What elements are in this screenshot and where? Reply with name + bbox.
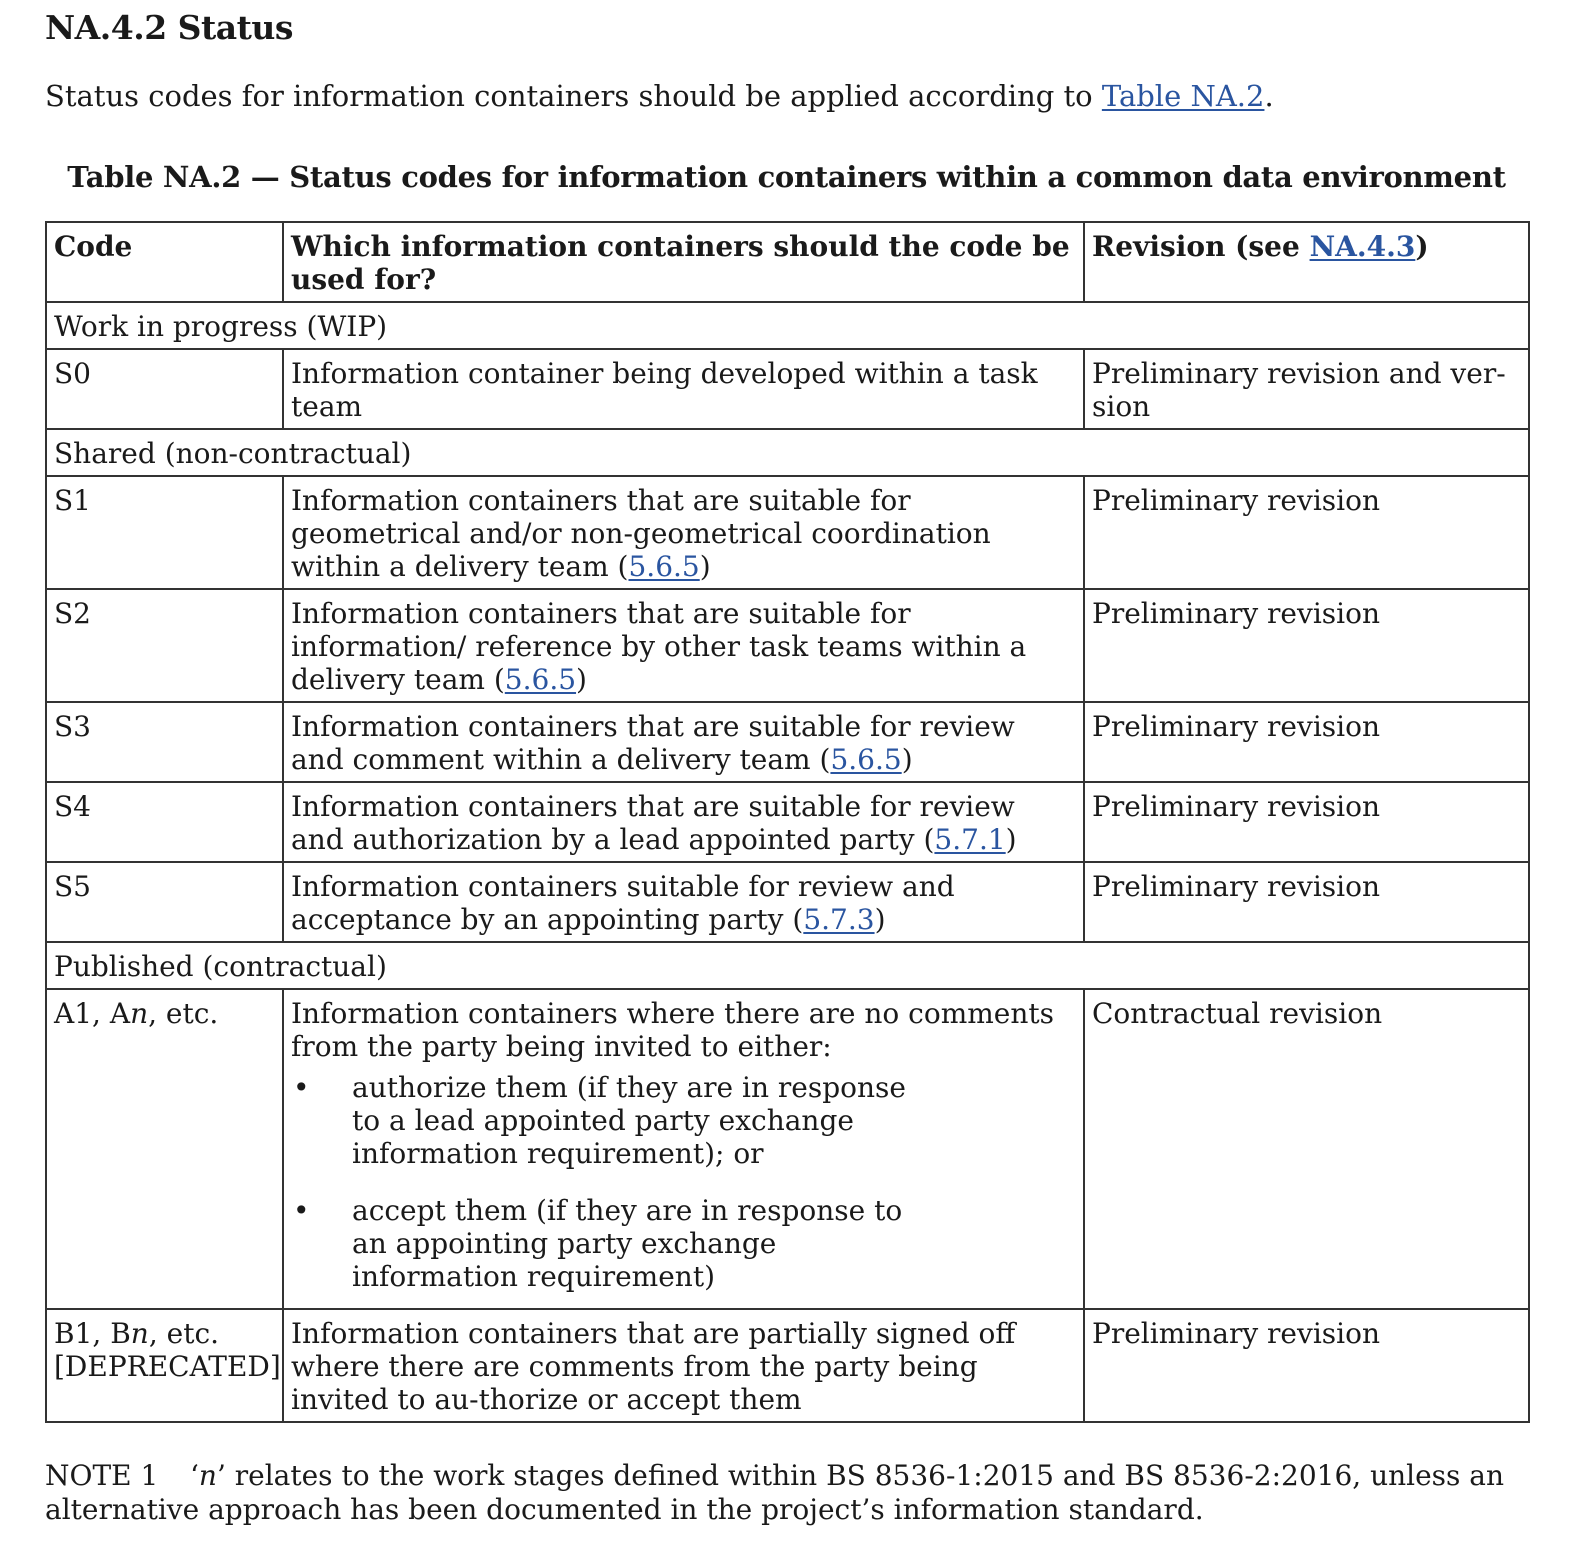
table-caption: Table NA.2 — Status codes for information containers within a common data environment — [67, 160, 1506, 194]
use-text-end: ) — [699, 550, 711, 583]
header-revision — [1084, 222, 1529, 302]
table-row — [46, 349, 1529, 429]
code-cell: S5 — [46, 862, 283, 942]
revision-cell: Preliminary revision — [1084, 862, 1529, 942]
intro-text: Status codes for information containers should be applied according to — [45, 79, 1102, 113]
revision-cell: Contractual revision — [1084, 989, 1529, 1309]
use-cell: Information containers that are partially signed off where there are comments from the party being invited to au-thorize or accept them — [283, 1309, 1084, 1422]
intro-paragraph — [45, 79, 1274, 113]
use-text-end: ) — [1005, 823, 1017, 856]
table-row — [46, 989, 1529, 1309]
use-cell — [283, 589, 1084, 702]
note-1 — [45, 1459, 1545, 1527]
header-use: Which information containers should the code be used for? — [283, 222, 1084, 302]
table-row — [46, 702, 1529, 782]
group-row-shared — [46, 429, 1529, 476]
code-italic: n — [130, 1317, 149, 1350]
code-prefix: A1, A — [54, 997, 131, 1030]
table-na2-link[interactable]: Table NA.2 — [1101, 79, 1265, 113]
use-cell — [283, 989, 1084, 1309]
group-label-shared: Shared (non-contractual) — [46, 429, 1529, 476]
revision-cell: Preliminary revision — [1084, 476, 1529, 589]
intro-end: . — [1264, 79, 1274, 113]
table-row — [46, 476, 1529, 589]
group-row-wip — [46, 302, 1529, 349]
group-label-published: Published (contractual) — [46, 942, 1529, 989]
revision-cell: Preliminary revision and ver-sion — [1084, 349, 1529, 429]
clause-5-6-5-link[interactable]: 5.6.5 — [628, 550, 700, 583]
table-row — [46, 862, 1529, 942]
note-quote-open: ‘ — [190, 1459, 199, 1492]
code-cell: S0 — [46, 349, 283, 429]
use-text-end: ) — [901, 743, 913, 776]
code-cell: S4 — [46, 782, 283, 862]
use-text-end: ) — [874, 903, 886, 936]
note-italic: n — [198, 1459, 217, 1492]
bullet-icon: • — [293, 1071, 310, 1104]
table-header-row — [46, 222, 1529, 302]
code-suffix: , etc. — [148, 1317, 220, 1350]
clause-5-6-5-link[interactable]: 5.6.5 — [830, 743, 902, 776]
table-row — [46, 589, 1529, 702]
note-text: ’ relates to the work stages defined within BS 8536-1:2015 and BS 8536-2:2016, unless an alternative approach has been documented in the project’s information standard. — [45, 1459, 1505, 1526]
section-heading: NA.4.2 Status — [45, 8, 293, 47]
deprecated-label: [DEPRECATED] — [54, 1350, 281, 1383]
use-text: Information containers that are suitable for review and comment within a delivery team ( — [291, 710, 1015, 776]
status-codes-table — [45, 221, 1530, 1423]
table-row — [46, 782, 1529, 862]
revision-cell: Preliminary revision — [1084, 702, 1529, 782]
use-cell: Information container being developed within a task team — [283, 349, 1084, 429]
clause-5-7-3-link[interactable]: 5.7.3 — [803, 903, 875, 936]
code-prefix: B1, B — [54, 1317, 131, 1350]
bullet-icon: • — [293, 1194, 310, 1227]
clause-5-6-5-link[interactable]: 5.6.5 — [504, 663, 577, 696]
na-4-3-link[interactable]: NA.4.3 — [1309, 230, 1416, 263]
code-cell — [46, 1309, 283, 1422]
use-cell — [283, 782, 1084, 862]
revision-cell: Preliminary revision — [1084, 589, 1529, 702]
list-item-text: authorize them (if they are in response to a lead appointed party exchange information requirement); or — [352, 1071, 906, 1170]
use-cell — [283, 476, 1084, 589]
code-italic: n — [130, 997, 149, 1030]
revision-cell: Preliminary revision — [1084, 782, 1529, 862]
list-item — [291, 1194, 932, 1293]
note-label: NOTE 1 — [45, 1459, 159, 1492]
use-text: Information containers that are suitable for information/ reference by other task teams within a delivery team ( — [291, 597, 1027, 696]
code-cell: S1 — [46, 476, 283, 589]
code-suffix: , etc. — [148, 997, 219, 1030]
code-cell: S2 — [46, 589, 283, 702]
code-cell — [46, 989, 283, 1309]
header-revision-suffix: ) — [1415, 230, 1429, 263]
revision-cell: Preliminary revision — [1084, 1309, 1529, 1422]
table-row — [46, 1309, 1529, 1422]
use-text-end: ) — [576, 663, 587, 696]
use-text: Information containers where there are no comments from the party being invited to either: — [291, 997, 1055, 1063]
clause-5-7-1-link[interactable]: 5.7.1 — [934, 823, 1006, 856]
group-row-published — [46, 942, 1529, 989]
use-text: Information containers that are suitable for geometrical and/or non-geometrical coordination within a delivery team ( — [291, 484, 991, 583]
options-list — [291, 1071, 1076, 1293]
use-cell — [283, 702, 1084, 782]
group-label-wip: Work in progress (WIP) — [46, 302, 1529, 349]
header-revision-prefix: Revision (see — [1092, 230, 1310, 263]
list-item-text: accept them (if they are in response to an appointing party exchange information requirement) — [352, 1194, 903, 1293]
list-item — [291, 1071, 932, 1170]
use-text: Information containers that are suitable for review and authorization by a lead appointed party ( — [291, 790, 1015, 856]
header-code: Code — [46, 222, 283, 302]
code-cell: S3 — [46, 702, 283, 782]
use-cell — [283, 862, 1084, 942]
use-text: Information containers suitable for review and acceptance by an appointing party ( — [291, 870, 955, 936]
